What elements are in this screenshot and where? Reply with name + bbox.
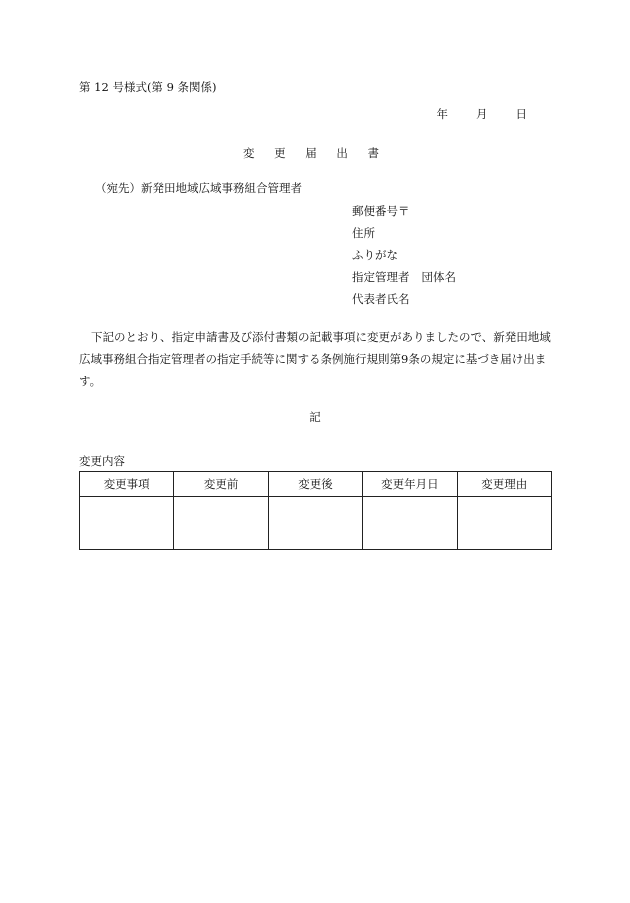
cell-change-date[interactable] <box>363 497 457 550</box>
manager-line <box>352 269 456 285</box>
table-header-row <box>80 472 552 497</box>
change-details-label: 変更内容 <box>79 454 125 468</box>
postal-code-label: 郵便番号〒 <box>352 204 410 218</box>
date-year: 年 <box>436 107 448 121</box>
cell-reason[interactable] <box>457 497 551 550</box>
group-name-label: 団体名 <box>421 270 456 284</box>
furigana-label: ふりがな <box>352 248 398 262</box>
body-paragraph: 下記のとおり、指定申請書及び添付書類の記載事項に変更がありましたので、新発田地域広域事務組合指定管理者の指定手続等に関する条例施行規則第9条の規定に基づき届け出ます。 <box>79 330 551 388</box>
date-line <box>437 106 528 122</box>
ki-heading: 記 <box>309 410 321 424</box>
manager-label: 指定管理者 <box>352 270 410 284</box>
header-change-item: 変更事項 <box>80 472 174 497</box>
header-reason: 変更理由 <box>457 472 551 497</box>
header-after: 変更後 <box>268 472 362 497</box>
cell-before[interactable] <box>174 497 268 550</box>
form-number: 第 12 号様式(第 9 条関係) <box>79 80 217 94</box>
table-row <box>80 497 552 550</box>
addressee: （宛先）新発田地域広域事務組合管理者 <box>95 181 302 195</box>
address-label: 住所 <box>352 226 375 240</box>
change-table <box>79 471 552 550</box>
cell-change-item[interactable] <box>80 497 174 550</box>
header-before: 変更前 <box>174 472 268 497</box>
representative-label: 代表者氏名 <box>352 292 410 306</box>
header-change-date: 変更年月日 <box>363 472 457 497</box>
date-month: 月 <box>476 107 488 121</box>
date-day: 日 <box>515 107 527 121</box>
cell-after[interactable] <box>268 497 362 550</box>
document-title: 変 更 届 出 書 <box>242 146 388 160</box>
